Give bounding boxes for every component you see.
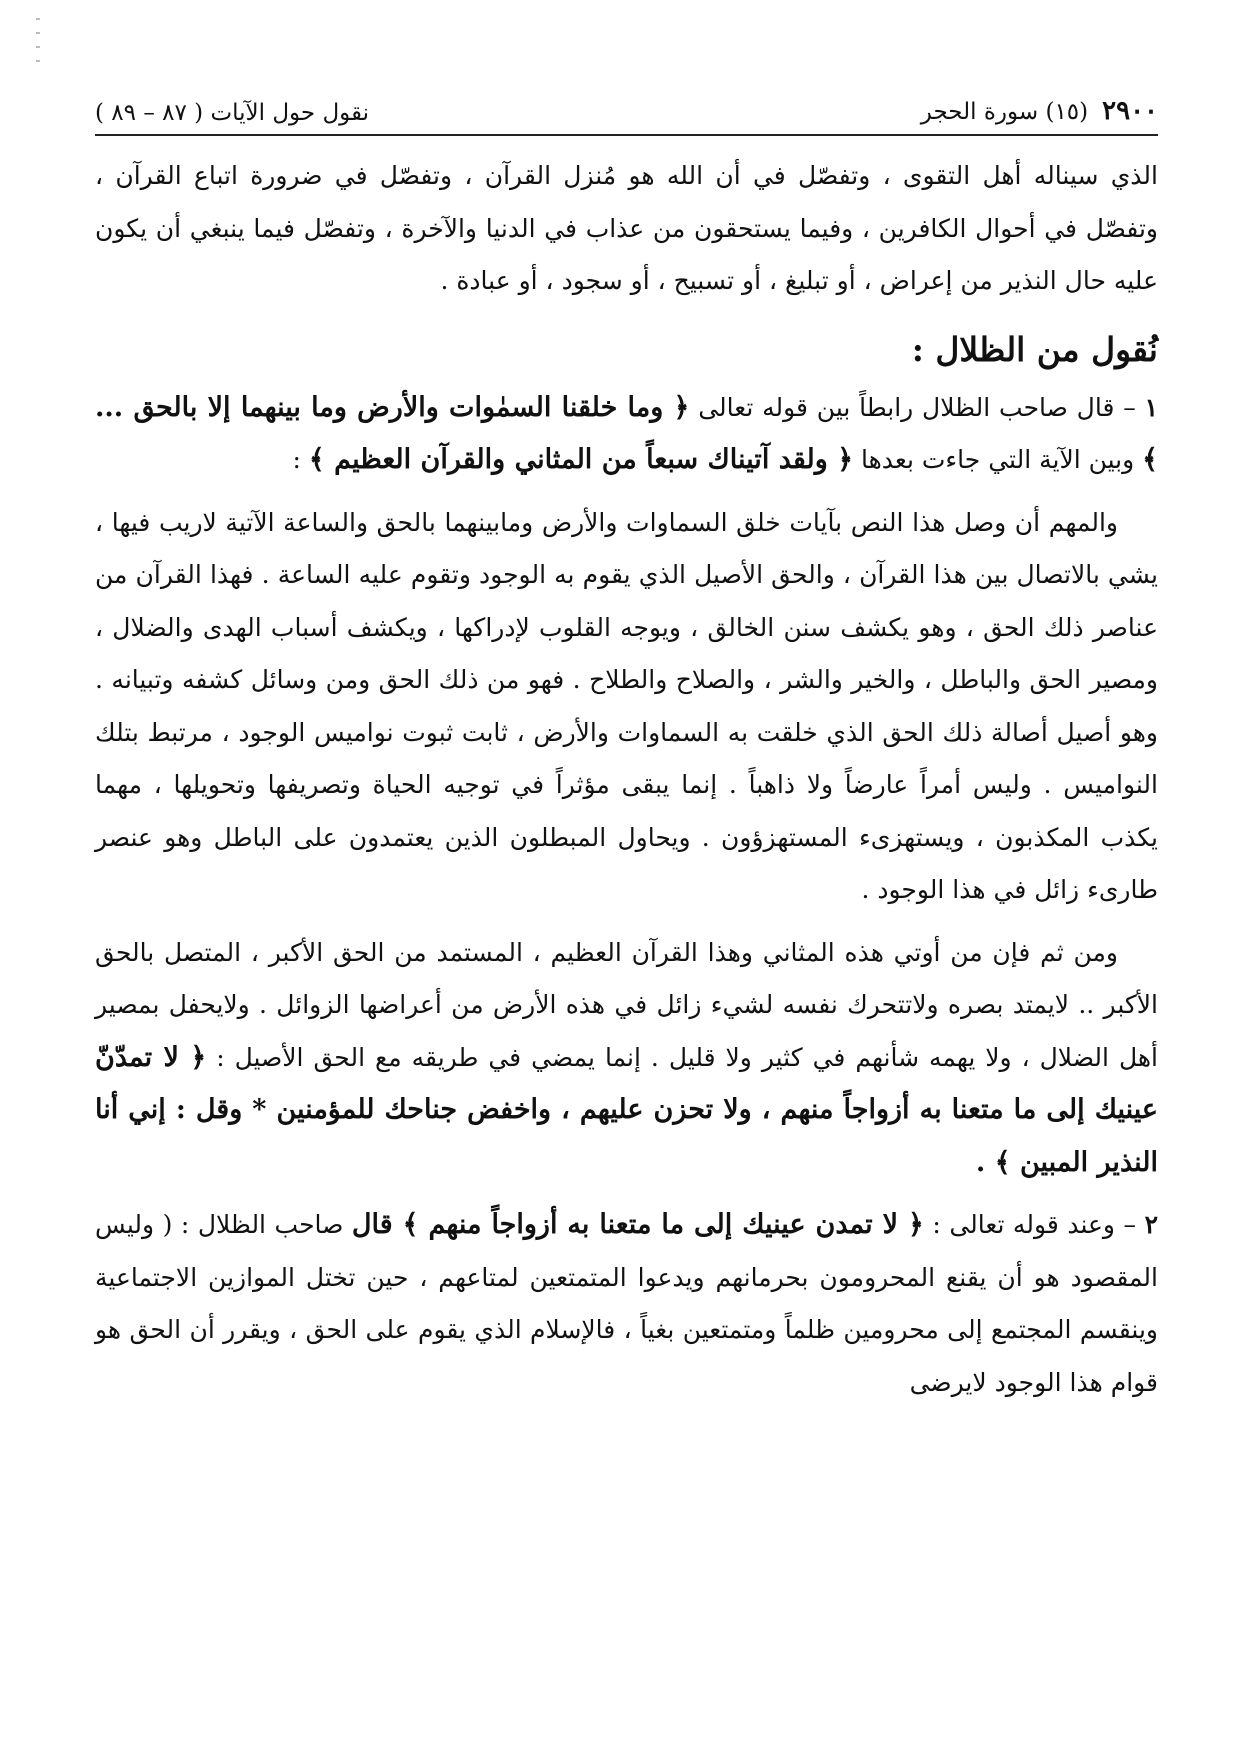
page-body (95, 150, 1158, 1419)
item-1-paragraph (95, 382, 1158, 487)
item-2-text: صاحب الظلال : ( وليس المقصود هو أن يقنع المحرومون بحرمانهم ويدعوا المتمتعين لمتاعهم ، حين تختل الموازين الاجتماعية وينقسم المجتمع إلى محرومين ظلماً ومتمتعين بغياً ، فالإسلام الذي يقوم على الحق ، ويقرر أن الحق هو قوام هذا الوجود لايرضى (95, 1210, 1158, 1397)
item-1-mid: وبين الآية التي جاءت بعدها (861, 445, 1135, 474)
item-1-quote-2: ﴿ ولقد آتيناك سبعاً من المثاني والقرآن العظيم ﴾ (308, 444, 854, 475)
scan-gutter-marks (34, 18, 40, 88)
item-1-number: ١ (1144, 392, 1158, 422)
header-right (921, 96, 1158, 126)
intro-paragraph: الذي سيناله أهل التقوى ، وتفصّل في أن الله هو مُنزل القرآن ، وتفصّل في ضرورة اتباع القرآن ، وتفصّل في أحوال الكافرين ، وفيما يستحقون من عذاب في الدنيا والآخرة ، وتفصّل فيما ينبغي أن يكون عليه حال النذير من إعراض ، أو تبليغ ، أو تسبيح ، أو سجود ، أو عبادة . (95, 161, 1158, 295)
item-2-quote: ﴿ لا تمدن عينيك إلى ما متعنا به أزواجاً منهم ﴾ قال (351, 1209, 924, 1240)
item-2-number: ٢ (1144, 1210, 1158, 1239)
paragraph-2-text: ومن ثم فإن من أوتي هذه المثاني وهذا القرآن العظيم ، المستمد من الحق الأكبر ، المتصل بالحق الأكبر .. لايمتد بصره ولاتتحرك نفسه لشيء زائل في هذه الأرض من أعراضها الزوائل . ولايحفل بمصير أهل الضلال ، ولا يهمه شأنهم في كثير ولا قليل . إنما يمضي في طريقه مع الحق الأصيل : (95, 937, 1159, 1072)
item-2-paragraph (95, 1199, 1158, 1409)
section-heading: نُقول من الظلال : (911, 329, 1158, 369)
running-title: نقول حول الآيات ( ٨٧ – ٨٩ ) (95, 100, 370, 126)
surah-label: (١٥) سورة الحجر (920, 99, 1089, 125)
item-2-lead: – وعند قوله تعالى : (932, 1210, 1137, 1239)
item-1-quote-1: ﴿ وما خلقنا السمٰوات والأرض وما بينهما إلا بالحق ... ﴾ (95, 391, 1158, 475)
paragraph-1: والمهم أن وصل هذا النص بآيات خلق السماوات والأرض ومابينهما بالحق والساعة الآتية لاريب فيها ، يشي بالاتصال بين هذا القرآن ، والحق الأصيل الذي يقوم به الوجود وتقوم عليه الساعة . فهذا القرآن من عناصر ذلك الحق ، وهو يكشف سنن الخالق ، ويوجه القلوب لإدراكها ، ويكشف أسباب الهدى والضلال ، ومصير الحق والباطل ، والخير والشر ، والصلاح والطلاح . فهو من ذلك الحق ومن وسائل كشفه وتبيانه . وهو أصيل أصالة ذلك الحق الذي خلقت به السماوات والأرض ، ثابت ثبوت نواميس الوجود ، مرتبط بتلك النواميس . وليس أمراً عارضاً ولا ذاهباً . إنما يبقى مؤثراً في توجيه الحياة وتصريفها وتحويلها ، مهما يكذب المكذبون ، ويستهزىء المستهزؤون . ويحاول المبطلون الذين يعتمدون على الباطل وهو عنصر طارىء زائل في هذا الوجود . (95, 507, 1158, 904)
paragraph-2 (95, 927, 1158, 1190)
page-number: ٢٩٠٠ (1102, 96, 1158, 126)
paragraph-2-quote: ﴿ لا تمدّنّ عينيك إلى ما متعنا به أزواجاً منهم ، ولا تحزن عليهم ، واخفض جناحك للمؤمنين * وقل : إني أنا النذير المبين ﴾ . (95, 1041, 1158, 1178)
header-rule (95, 134, 1158, 136)
item-1-tail: : (292, 445, 301, 474)
running-header (95, 86, 1158, 126)
item-1-lead: – قال صاحب الظلال رابطاً بين قوله تعالى (698, 392, 1136, 422)
